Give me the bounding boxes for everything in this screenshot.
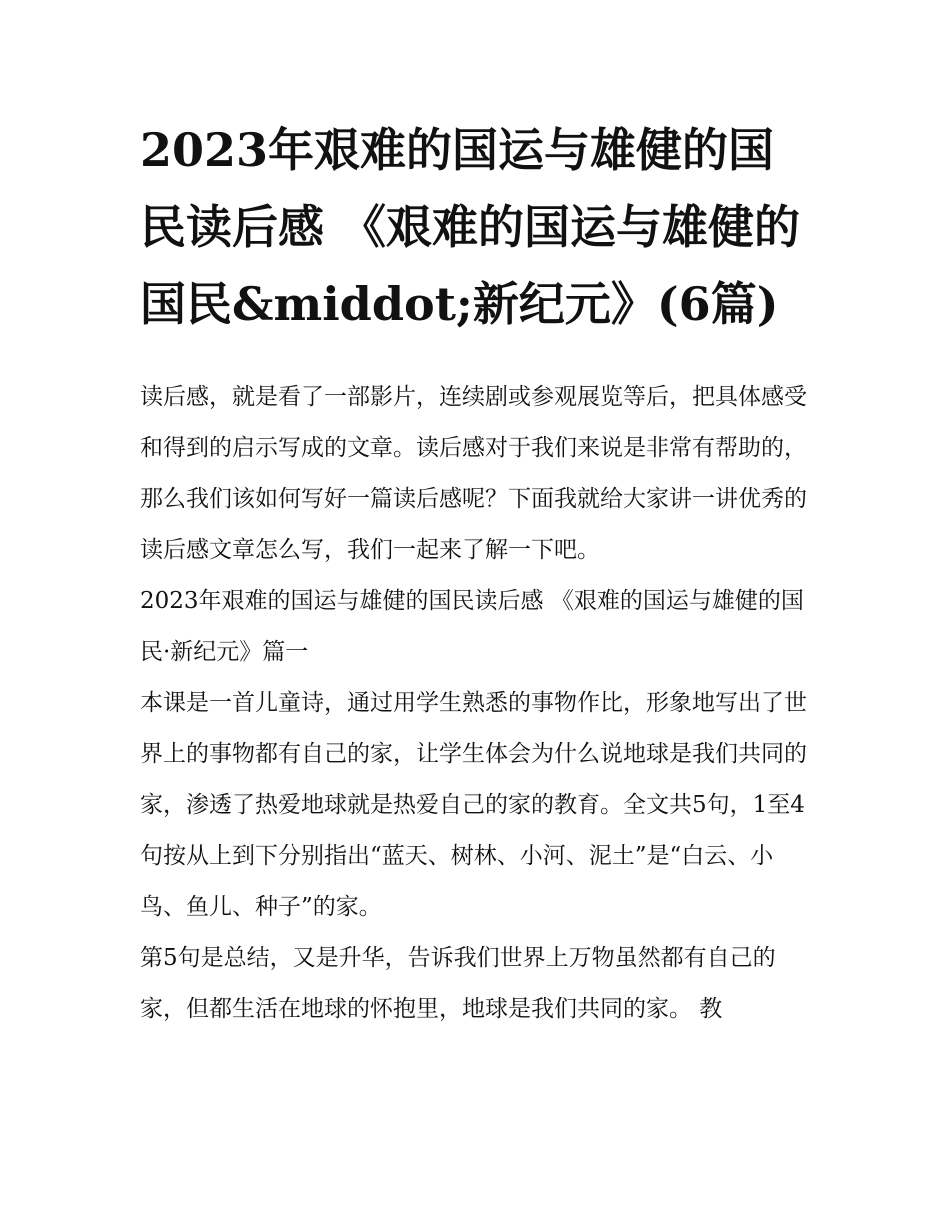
body-paragraph: 第5句是总结，又是升华，告诉我们世界上万物虽然都有自己的家，但都生活在地球的怀抱里，地球是我们共同的家。 教: [140, 945, 776, 1022]
document-body: [140, 112, 812, 1035]
body-paragraph: 本课是一首儿童诗，通过用学生熟悉的事物作比，形象地写出了世界上的事物都有自己的家，让学生体会为什么说地球是我们共同的家，渗透了热爱地球就是热爱自己的家的教育。全文共5句，1至4句按从上到下分别指出“蓝天、树林、小河、泥土”是“白云、小鸟、鱼儿、种子”的家。: [140, 690, 807, 920]
document-title: 2023年艰难的国运与雄健的国民读后感 《艰难的国运与雄健的国民&middot;新纪元》(6篇): [140, 123, 801, 331]
intro-paragraph: 读后感，就是看了一部影片，连续剧或参观展览等后，把具体感受和得到的启示写成的文章。读后感对于我们来说是非常有帮助的，那么我们该如何写好一篇读后感呢？下面我就给大家讲一讲优秀的读后感文章怎么写，我们一起来了解一下吧。: [140, 384, 807, 563]
section-heading: 2023年艰难的国运与雄健的国民读后感 《艰难的国运与雄健的国民·新纪元》篇一: [140, 588, 804, 665]
